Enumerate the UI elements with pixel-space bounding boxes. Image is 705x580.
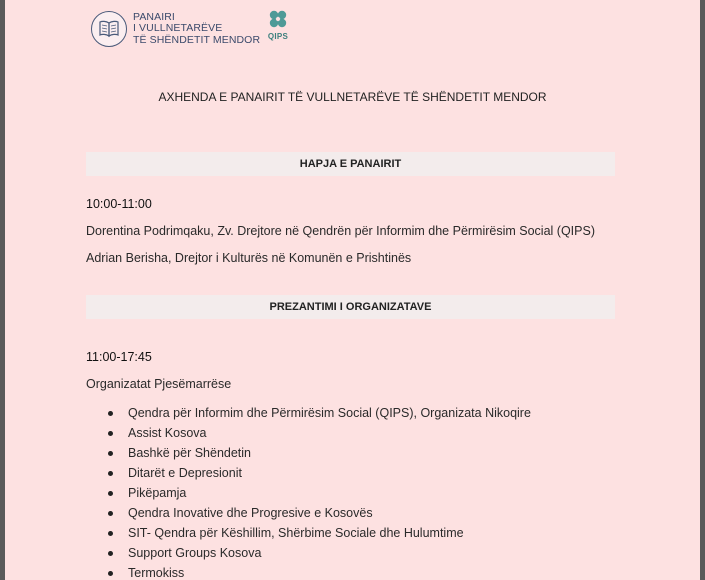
qips-logo [263,9,293,41]
organizations-list [86,403,531,580]
list-item [86,483,531,503]
org-name: Ditarët e Depresionit [128,466,242,480]
bullet-icon [108,531,113,536]
list-item [86,463,531,483]
brand-line-1: PANAIRI [133,10,175,23]
list-item [86,563,531,580]
list-item [86,423,531,443]
org-name: Qendra Inovative dhe Progresive e Kosovës [128,506,373,520]
viewer-right-edge [700,0,705,580]
bullet-icon [108,411,113,416]
org-name: Termokiss [128,566,185,580]
agenda-title: AXHENDA E PANAIRIT TË VULLNETARËVE TË SHËNDETIT MENDOR [158,90,547,104]
book-logo-icon [91,11,127,47]
org-name: SIT- Qendra për Këshillim, Shërbime Sociale dhe Hulumtime [128,526,464,540]
bullet-icon [108,451,113,456]
presentations-time: 11:00-17:45 [86,350,152,364]
bullet-icon [108,571,113,576]
list-item [86,443,531,463]
list-item [86,503,531,523]
document-page [5,0,700,580]
org-name: Qendra për Informim dhe Përmirësim Social (QIPS), Organizata Nikoqire [128,406,531,420]
bullet-icon [108,491,113,496]
bullet-icon [108,551,113,556]
bullet-icon [108,471,113,476]
opening-time: 10:00-11:00 [86,197,152,211]
participating-orgs-heading: Organizatat Pjesëmarrëse [86,377,232,391]
org-name: Pikëpamja [128,486,187,500]
brand-logo [91,8,260,50]
bullet-icon [108,511,113,516]
opening-speaker-2: Adrian Berisha, Drejtor i Kulturës në Komunën e Prishtinës [86,251,412,265]
bullet-icon [108,431,113,436]
brand-name [133,12,260,47]
section-heading-presentations: PREZANTIMI I ORGANIZATAVE [86,295,615,319]
list-item [86,543,531,563]
opening-speaker-1: Dorentina Podrimqaku, Zv. Drejtore në Qendrën për Informim dhe Përmirësim Social (QIPS) [86,224,595,238]
org-name: Assist Kosova [128,426,207,440]
qips-logo-text: QIPS [267,32,289,41]
clover-logo-icon [266,9,290,31]
brand-line-3: TË SHËNDETIT MENDOR [133,33,261,46]
org-name: Support Groups Kosova [128,546,262,560]
org-name: Bashkë për Shëndetin [128,446,252,460]
list-item [86,403,531,423]
brand-line-2: I VULLNETARËVE [133,22,223,35]
section-heading-opening: HAPJA E PANAIRIT [86,152,615,176]
list-item [86,523,531,543]
